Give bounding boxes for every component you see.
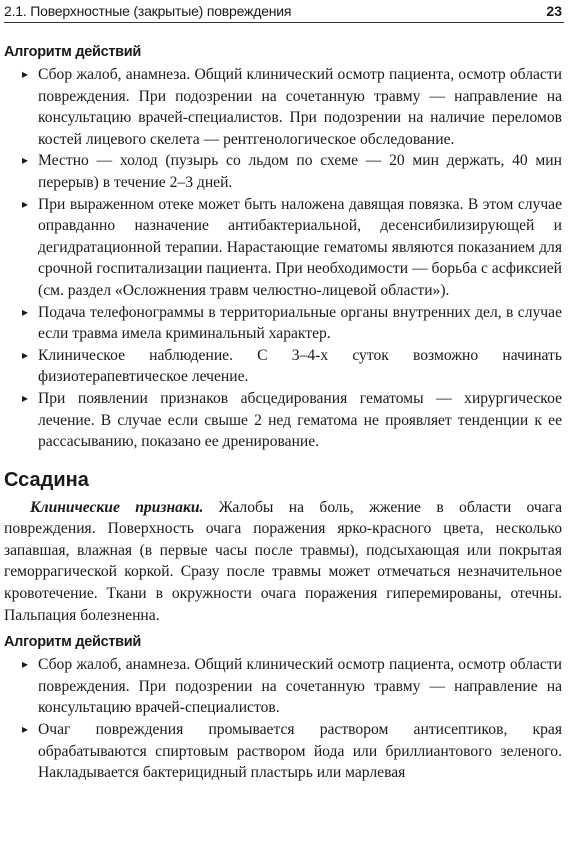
page-number: 23 [546, 3, 562, 19]
algorithm-list [4, 654, 562, 784]
list-item [4, 64, 562, 150]
list-item [4, 194, 562, 302]
list-item [4, 150, 562, 193]
list-item [4, 302, 562, 345]
section-title: Ссадина [4, 468, 89, 491]
list-item-text: При появлении признаков абсцедирования гематомы — хирургическое лечение. В случае если свыше 2 нед гематома не проявляет тенденции к ее рассасыванию, показано ее дренирование. [38, 389, 562, 451]
list-item [4, 345, 562, 388]
bullet-icon: ▸ [22, 722, 29, 737]
bullet-icon: ▸ [22, 657, 29, 672]
list-item-text: При выраженном отеке может быть наложена давящая повязка. В этом случае оправданно назначение антибактериальной, десенсибилизирующей и дегидратационной терапии. Нарастающие гематомы являются показанием для срочной госпитализации пациента. При необходимости — борьба с асфиксией (см. раздел «Осложнения травм челюстно-лицевой области»). [38, 195, 562, 299]
algorithm-heading: Алгоритм действий [4, 44, 142, 60]
clinical-label: Клинические признаки. [30, 498, 204, 516]
list-item-text: Подача телефонограммы в территориальные органы внутренних дел, в случае если травма имела криминальный характер. [38, 303, 562, 343]
list-item-text: Сбор жалоб, анамнеза. Общий клинический осмотр пациента, осмотр области повреждения. При подозрении на сочетанную травму — направление на консультацию врачей-специалистов. При подозрении на наличие переломов костей лицевого скелета — рентгенологическое обследование. [38, 66, 562, 148]
list-item-text: Местно — холод (пузырь со льдом по схеме — 20 мин держать, 40 мин перерыв) в течение 2–3 дней. [38, 152, 562, 191]
list-item-text: Сбор жалоб, анамнеза. Общий клинический осмотр пациента, осмотр области повреждения. При подозрении на сочетанную травму — направление на консультацию врачей-специалистов. [38, 656, 562, 717]
bullet-icon: ▸ [22, 390, 29, 405]
page-content [4, 42, 562, 784]
algorithm-list [4, 64, 562, 453]
list-item-text: Клиническое наблюдение. С 3–4-х суток возможно начинать физиотерапевтическое лечение. [38, 346, 562, 386]
running-head-section: 2.1. Поверхностные (закрытые) повреждения [4, 3, 292, 19]
algorithm-heading: Алгоритм действий [4, 634, 142, 651]
bullet-icon: ▸ [22, 67, 29, 81]
clinical-text: Жалобы на боль, жжение в области очага повреждения. Поверхность очага поражения ярко-красного цвета, несколько запавшая, влажная (в первые часы после травмы), подсыхающая или покрытая геморрагической коркой. Сразу после травмы может отмечаться незначительное кровотечение. Ткани в окружности очага поражения гиперемированы, отечны. Пальпация болезненна. [4, 498, 563, 624]
list-item-text: Очаг повреждения промывается раствором антисептиков, края обрабатываются спиртовым раствором йода или бриллиантового зеленого. Накладывается бактерицидный пластырь или марлевая [38, 721, 562, 782]
list-item [4, 719, 562, 784]
bullet-icon: ▸ [22, 304, 29, 319]
running-head [4, 0, 564, 23]
list-item [4, 388, 562, 453]
bullet-icon: ▸ [22, 347, 29, 362]
clinical-paragraph [4, 497, 562, 627]
list-item [4, 654, 562, 719]
bullet-icon: ▸ [22, 153, 29, 168]
bullet-icon: ▸ [22, 196, 29, 211]
